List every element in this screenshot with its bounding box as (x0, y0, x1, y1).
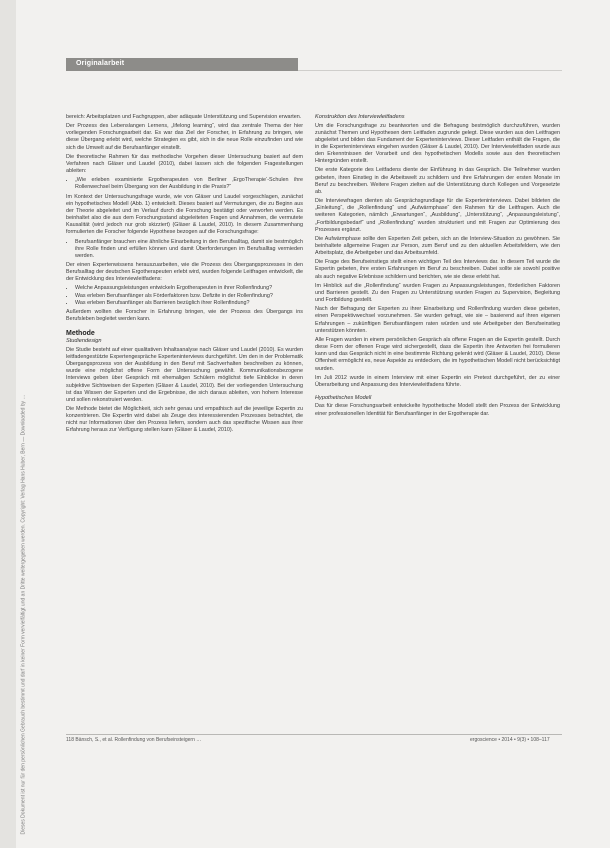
footer-citation: 118 Bänsch, S., et al. Rollenfindung von Berufseinsteigern … (66, 737, 202, 743)
research-question-list (66, 177, 303, 191)
paragraph: Die Methode bietet die Möglichkeit, sich sehr genau und empathisch auf die jeweilige Expertin zu konzentrieren. Die Expertin wird dabei als Zeuge des interessierenden Prozesses betrachtet, die nicht nur Informationen über den Prozess liefern, sondern auch das spezifische Wissen aus ihrer Erfahrung heraus zur Verfügung stellen kann (Gläser & Laudel, 2010). (66, 405, 303, 434)
list-item: • Was erleben Berufsanfänger als Barrieren bezüglich ihrer Rollenfindung? (75, 300, 303, 307)
guiding-questions-list (66, 285, 303, 306)
paragraph: Die erste Kategorie des Leitfadens diente der Einführung in das Gespräch. Die Teilnehmer wurden gebeten, ihren Einstieg in die Arbeitswelt zu schildern und ihre Erfahrungen der ersten Monate im Beruf zu beschreiben. Weitere Fragen zielten auf die Unterstützung durch Kollegen und Vorgesetzte ab. (315, 167, 560, 195)
subheading-hypothetical-model: Hypothetisches Modell (315, 394, 372, 401)
paragraph: Das für diese Forschungsarbeit entwickelte hypothetische Modell stellt den Prozess der Entwicklung einer professionellen Identität für Berufsanfänger in der Ergotherapie dar. (315, 403, 560, 417)
paragraph: Im Kontext der Untersuchungsfrage wurde, wie von Gläser und Laudel vorgeschlagen, zunächst ein hypothetisches Modell (Abb. 1) entwickelt. Dieses basiert auf Vermutungen, die zu Beginn aus der Theorie abgeleitet und im Verlauf durch die Forschung bestätigt oder verworfen werden. Es beinhaltet also die aus dem Forschungsstand abgeleiteten Fragen und Annahmen, die vermutete Kausalität (wird jedoch nur grob skizziert) (Gläser & Laudel, 2010). In diesem Zusammenhang formulierten die Forscher folgende Hypothese bezogen auf die Forschungsfrage: (66, 193, 303, 236)
paragraph: Um die Forschungsfrage zu beantworten und die Befragung bestmöglich durchzuführen, wurden zunächst Themen und Hypothesen dem Leitfaden zugrunde gelegt. Diese wurden aus den Leitfragen abgeleitet und bilden das Fundament der Experteninterviews. Dieser Leitfaden enthält die Fragen, die in die Experteninterviews eingehen wurden (Gläser & Laudel, 2010). Der Interviewleitfaden wurde aus den Erkenntnissen der Vorarbeit und des hypothetischen Modells sowie aus den theoretischen Hintergründen erstellt. (315, 122, 560, 165)
subheading-interview-guide: Konstruktion des Interviewleitfadens (315, 114, 405, 120)
paragraph: Die Studie besteht auf einer qualitativen Inhaltsanalyse nach Gläser und Laudel (2010). Es wurden leitfadengestützte Expertengespräche Experteninterviews durchgeführt. Um den in der Problematik Übergangsprozess von der Ausbildung in den Beruf mit Sachverhalten beschreiben zu können, wurde eine möglichst offene Form der Untersuchung gewählt. Kommunikationsbezogene Interviews geben über Gespräch mit ehemaligen Schülern möglichst tiefe Einblicke in deren subjektive Sichtweisen der Experten (Gläser & Laudel, 2010). Bei der vorliegenden Untersuchung ist das Wissen der Experten und die Ergebnisse, die sich daraus ableiten, von hohem Interesse und sollen rekonstruiert werden. (66, 346, 303, 403)
paragraph: Im Juli 2012 wurde in einem Interview mit einer Expertin ein Pretest durchgeführt, der zu einer Überarbeitung und Anpassung des Interviewleitfadens führte. (315, 374, 560, 388)
paragraph: Die theoretische Rahmen für das methodische Vorgehen dieser Untersuchung basiert auf dem Verfahren nach Gläser und Laudel (2010), dabei lassen sich die folgenden Fragestellungen ableiten: (66, 153, 303, 175)
left-column (66, 114, 303, 437)
section-header-label: Originalarbeit (76, 60, 125, 67)
paragraph: Die Aufwärmphase sollte den Experten Zeit geben, sich an die Interview-Situation zu gewöhnen. Sie beinhaltete allgemeine Fragen zur Person, zum Beruf und zu den aktuellen Arbeitsfeldern, wie den Arbeitsplatz, die Arbeitgeber und das Arbeitsumfeld. (315, 235, 560, 257)
paragraph: Die Interviewfragen dienten als Gesprächsgrundlage für die Experteninterviews. Dabei bildeten die „Einleitung“, die „Rollenfindung“ und „Aufwärmphase“ den Rahmen für die Leitfragen. Auch die weiteren Kategorien, nämlich „Erwartungen“, „Ausbildung“, „Unterstützung“, „Anpassungsleistung“, „Fortbildungsbedarf“ und „Rollenfindung“ wurden strukturiert und mit Fragen zur Optimierung des Prozesses ergänzt. (315, 198, 560, 233)
paragraph: Der Prozess des Lebenslangen Lernens, „lifelong learning“, wird das zentrale Thema der hier vorliegenden Forschungsarbeit dar. Es war das Ziel der Forscher, in Erfahrung zu bringen, wie diese Übergang erlebt wird, welche Strategien es gibt, sich in die neue Rolle einzufinden und wie sich die Umwelt auf die Berufsanfänger einstellt. (66, 123, 303, 151)
footer-rule (66, 734, 562, 735)
list-item: • Was erleben Berufsanfänger als Förderfaktoren bzw. Defizite in der Rollenfindung? (75, 293, 303, 300)
hypothesis-list (66, 239, 303, 260)
scan-edge (0, 0, 16, 848)
section-heading-methods: Methode (66, 330, 95, 338)
paragraph: bereich: Arbeitsplatzen und Fachgruppen, aber adäquate Unterstützung und Supervision erwarten. (66, 114, 302, 120)
paragraph: Der einen Expertenwissens herauszuarbeiten, wie die Prozess des Übergangsprozesses in den Berufsalltag der deutschen Ergotherapeuten erlebt wird, wurden folgende Leitfragen entwickelt, die der Entwicklung des Interviewleitfadens: (66, 261, 303, 283)
paragraph: Nach der Befragung der Experten zu ihrer Einarbeitung und Rollenfindung wurden diese gebeten, einen Perspektivwechsel vorzunehmen. Sie wurden gefragt, wie sie – basierend auf ihren eigenen Erfahrungen – zukünftigen Berufsanfängern raten würden und wie Arbeitgeber den Berufseinstieg unterstützen könnten. (315, 306, 560, 334)
paragraph: Im Hinblick auf die „Rollenfindung“ wurden Fragen zu Anpassungsleistungen, förderlichen Faktoren und Barrieren gestellt. Zu den Fragen zu Unterstützung wurden Fragen zu Supervision, Begleitung und Fortbildung gestellt. (315, 282, 560, 304)
header-rule (298, 70, 562, 71)
paragraph: Außerdem wollten die Forscher in Erfahrung bringen, wie der Prozess des Übergangs ins Berufsleben begleitet werden kann. (66, 308, 303, 323)
right-column (315, 114, 560, 420)
list-item: • Welche Anpassungsleistungen entwickeln Ergotherapeuten in ihrer Rollenfindung? (75, 285, 303, 292)
list-item: • Berufsanfänger brauchen eine ähnliche Einarbeitung in den Berufsalltag, damit sie bestmöglich ihre Rolle finden und erfüllen können und damit Überforderungen im Berufsalltag vermieden werden. (75, 239, 303, 260)
paragraph: Die Frage des Berufseinstiegs stellt einen wichtigen Teil des Interviews dar. In diesem Teil wurde die Expertin gebeten, ihre ersten Erfahrungen im Beruf zu beschreiben. Dabei sollte sie sowohl positive als auch negative Erlebnisse schildern und berichten, wie sie diese erlebt hat. (315, 259, 560, 280)
subheading-study-design: Studiendesign (66, 338, 102, 345)
footer-journal: ergoscience • 2014 • 9(3) • 108–117 (470, 737, 550, 743)
list-item: • „Wie erleben examinierte Ergotherapeuten von Berliner ‚ErgoTherapie‘-Schulen ihre Rollenwechsel beim Übergang von der Ausbildung in die Praxis?“ (75, 177, 303, 191)
side-copyright-note: Dieses Dokument ist nur für den persönlichen Gebrauch bestimmt und darf in keiner Form vervielfältigt und an Dritte weitergegeben werden. Copyright: Verlag Hans Huber, Bern — Downloaded by … (20, 394, 27, 835)
paragraph: Alle Fragen wurden in einem persönlichen Gespräch als offene Fragen an die Expertin gestellt. Durch diese Form der offenen Frage wird sichergestellt, dass die Expertin ihre Antworten frei formulieren kann und das Gespräch nicht in eine bestimmte Richtung gelenkt wird (Gläser & Laudel, 2010). Diese Offenheit ermöglicht es, neue Aspekte zu entdecken, die im hypothetischen Modell nicht berücksichtigt wurden. (315, 336, 560, 372)
